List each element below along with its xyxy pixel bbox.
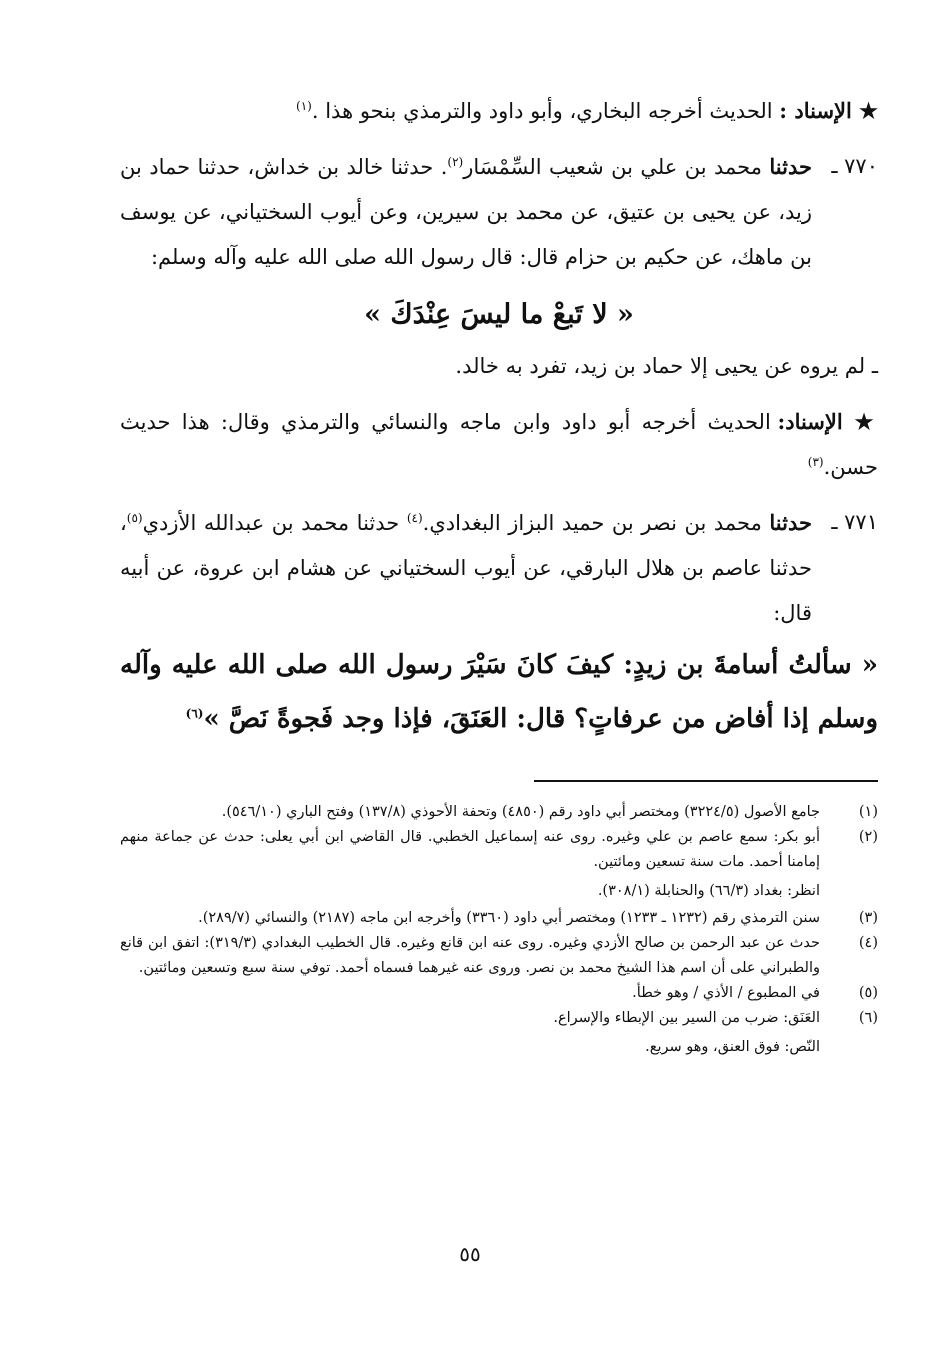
footnote-1: [120, 800, 878, 825]
hadith-770-matn: « لا تَبعْ ما ليسَ عِنْدَكَ »: [364, 299, 634, 330]
footnote-number: (٢): [858, 829, 878, 845]
hadith-771: [120, 500, 878, 636]
footnote-ref-3[interactable]: (٣): [807, 455, 824, 469]
hadith-770-comment: ـ لم يروه عن يحيى إلا حماد بن زيد، تفرد به خالد.: [455, 354, 878, 378]
footnote-2: [120, 825, 878, 875]
hadith-number: ٧٧٠ ـ: [831, 154, 878, 178]
narration-label: حدثنا: [769, 154, 812, 179]
isnad-label: ★ الإسناد :: [779, 98, 878, 123]
hadith-quote: « سألتُ أسامةَ بن زيدٍ: كيفَ كانَ سَيْرَ رسول الله صلى الله عليه وآله وسلم إذا أفاض من عرفاتٍ؟ قال: العَنَقَ، فإذا وجد فَجوةً نَصَّ »: [120, 650, 878, 734]
footnote-5: [120, 981, 878, 1006]
hadith-text: ، حدثنا عاصم بن هلال البارقي، عن أيوب السختياني عن هشام ابن عروة، عن أبيه قال:: [120, 511, 812, 625]
footnote-ref-4[interactable]: (٤): [406, 511, 423, 525]
narration-label: حدثنا: [769, 510, 812, 535]
footnote-2-reference: انظر: بغداد (٦٦/٣) والحنابلة (٣٠٨/١).: [597, 883, 820, 899]
footnote-separator: [534, 780, 878, 782]
hadith-text: محمد بن نصر بن حميد البزاز البغدادي.: [422, 511, 770, 535]
isnad-text: الحديث أخرجه أبو داود وابن ماجه والنسائي والترمذي وقال: هذا حديث حسن.: [120, 410, 878, 479]
footnote-text: حدث عن عبد الرحمن بن صالح الأزدي وغيره. روى عنه ابن قانع وغيره. قال الخطيب البغدادي (٣١٩/٣): اتفق ابن قانع والطبراني على أن اسم هذا الشيخ محمد بن نصر. وروى عنه غيرهما فسماه أحمد. توفي سنة سبع وتسعين ومائتين.: [120, 935, 820, 976]
footnote-ref-1[interactable]: (١): [296, 99, 312, 113]
footnote-text: العَنَق: ضرب من السير بين الإبطاء والإسراع.: [553, 1010, 820, 1026]
footnotes: [120, 800, 878, 1060]
isnad-note-2: [120, 399, 878, 490]
footnote-4: [120, 931, 878, 981]
footnote-3: [120, 906, 878, 931]
isnad-note-1: [120, 88, 878, 134]
hadith-text: . حدثنا خالد بن خداش، حدثنا حماد بن زيد، عن يحيى بن عتيق، عن محمد بن سيرين، وعن أيوب السختياني، عن يوسف بن ماهك، عن حكيم بن حزام قال: قال رسول الله صلى الله عليه وآله وسلم:: [120, 155, 812, 269]
hadith-text: حدثنا محمد بن عبدالله الأزدي: [142, 511, 407, 535]
hadith-text: محمد بن علي بن شعيب السِّمْسَار: [463, 155, 770, 179]
footnote-text: أبو بكر: سمع عاصم بن علي وغيره. روى عنه إسماعيل الخطبي. قال القاضي ابن أبي يعلى: حدث عن جماعة منهم إمامنا أحمد. مات سنة تسعين ومائتين.: [120, 829, 820, 870]
footnote-number: (٤): [858, 935, 878, 951]
footnote-number: (١): [858, 804, 878, 820]
hadith-number: ٧٧١ ـ: [831, 510, 878, 534]
footnote-number: (٦): [858, 1010, 878, 1026]
hadith-770: [120, 144, 878, 280]
footnote-ref-5[interactable]: (٥): [126, 511, 143, 525]
isnad-label: ★ الإسناد:: [777, 409, 878, 434]
hadith-771-matn: [120, 638, 878, 746]
footnote-text: جامع الأصول (٣٢٢٤/٥) ومختصر أبي داود رقم (٤٨٥٠) وتحفة الأحوذي (١٣٧/٨) وفتح الباري (٥٤٦/١٠).: [221, 804, 820, 820]
footnote-number: (٥): [858, 985, 878, 1001]
page-number: ٥٥: [459, 1242, 481, 1266]
footnote-ref-2[interactable]: (٢): [447, 155, 464, 169]
footnote-ref-6[interactable]: (٦): [185, 706, 204, 721]
footnote-6-continuation: النّص: فوق العنق، وهو سريع.: [645, 1039, 820, 1055]
hadith-771-isnad: [120, 500, 812, 636]
footnote-text: في المطبوع / الأذي / وهو خطأ.: [632, 985, 820, 1001]
isnad-text: الحديث أخرجه البخاري، وأبو داود والترمذي بنحو هذا .: [311, 99, 780, 123]
hadith-770-isnad: [120, 144, 812, 280]
footnote-6: [120, 1006, 878, 1031]
footnote-number: (٣): [858, 910, 878, 926]
footnote-text: سنن الترمذي رقم (١٢٣٢ ـ ١٢٣٣) ومختصر أبي داود (٣٣٦٠) وأخرجه ابن ماجه (٢١٨٧) والنسائي (٢٨٩/٧).: [198, 910, 820, 926]
